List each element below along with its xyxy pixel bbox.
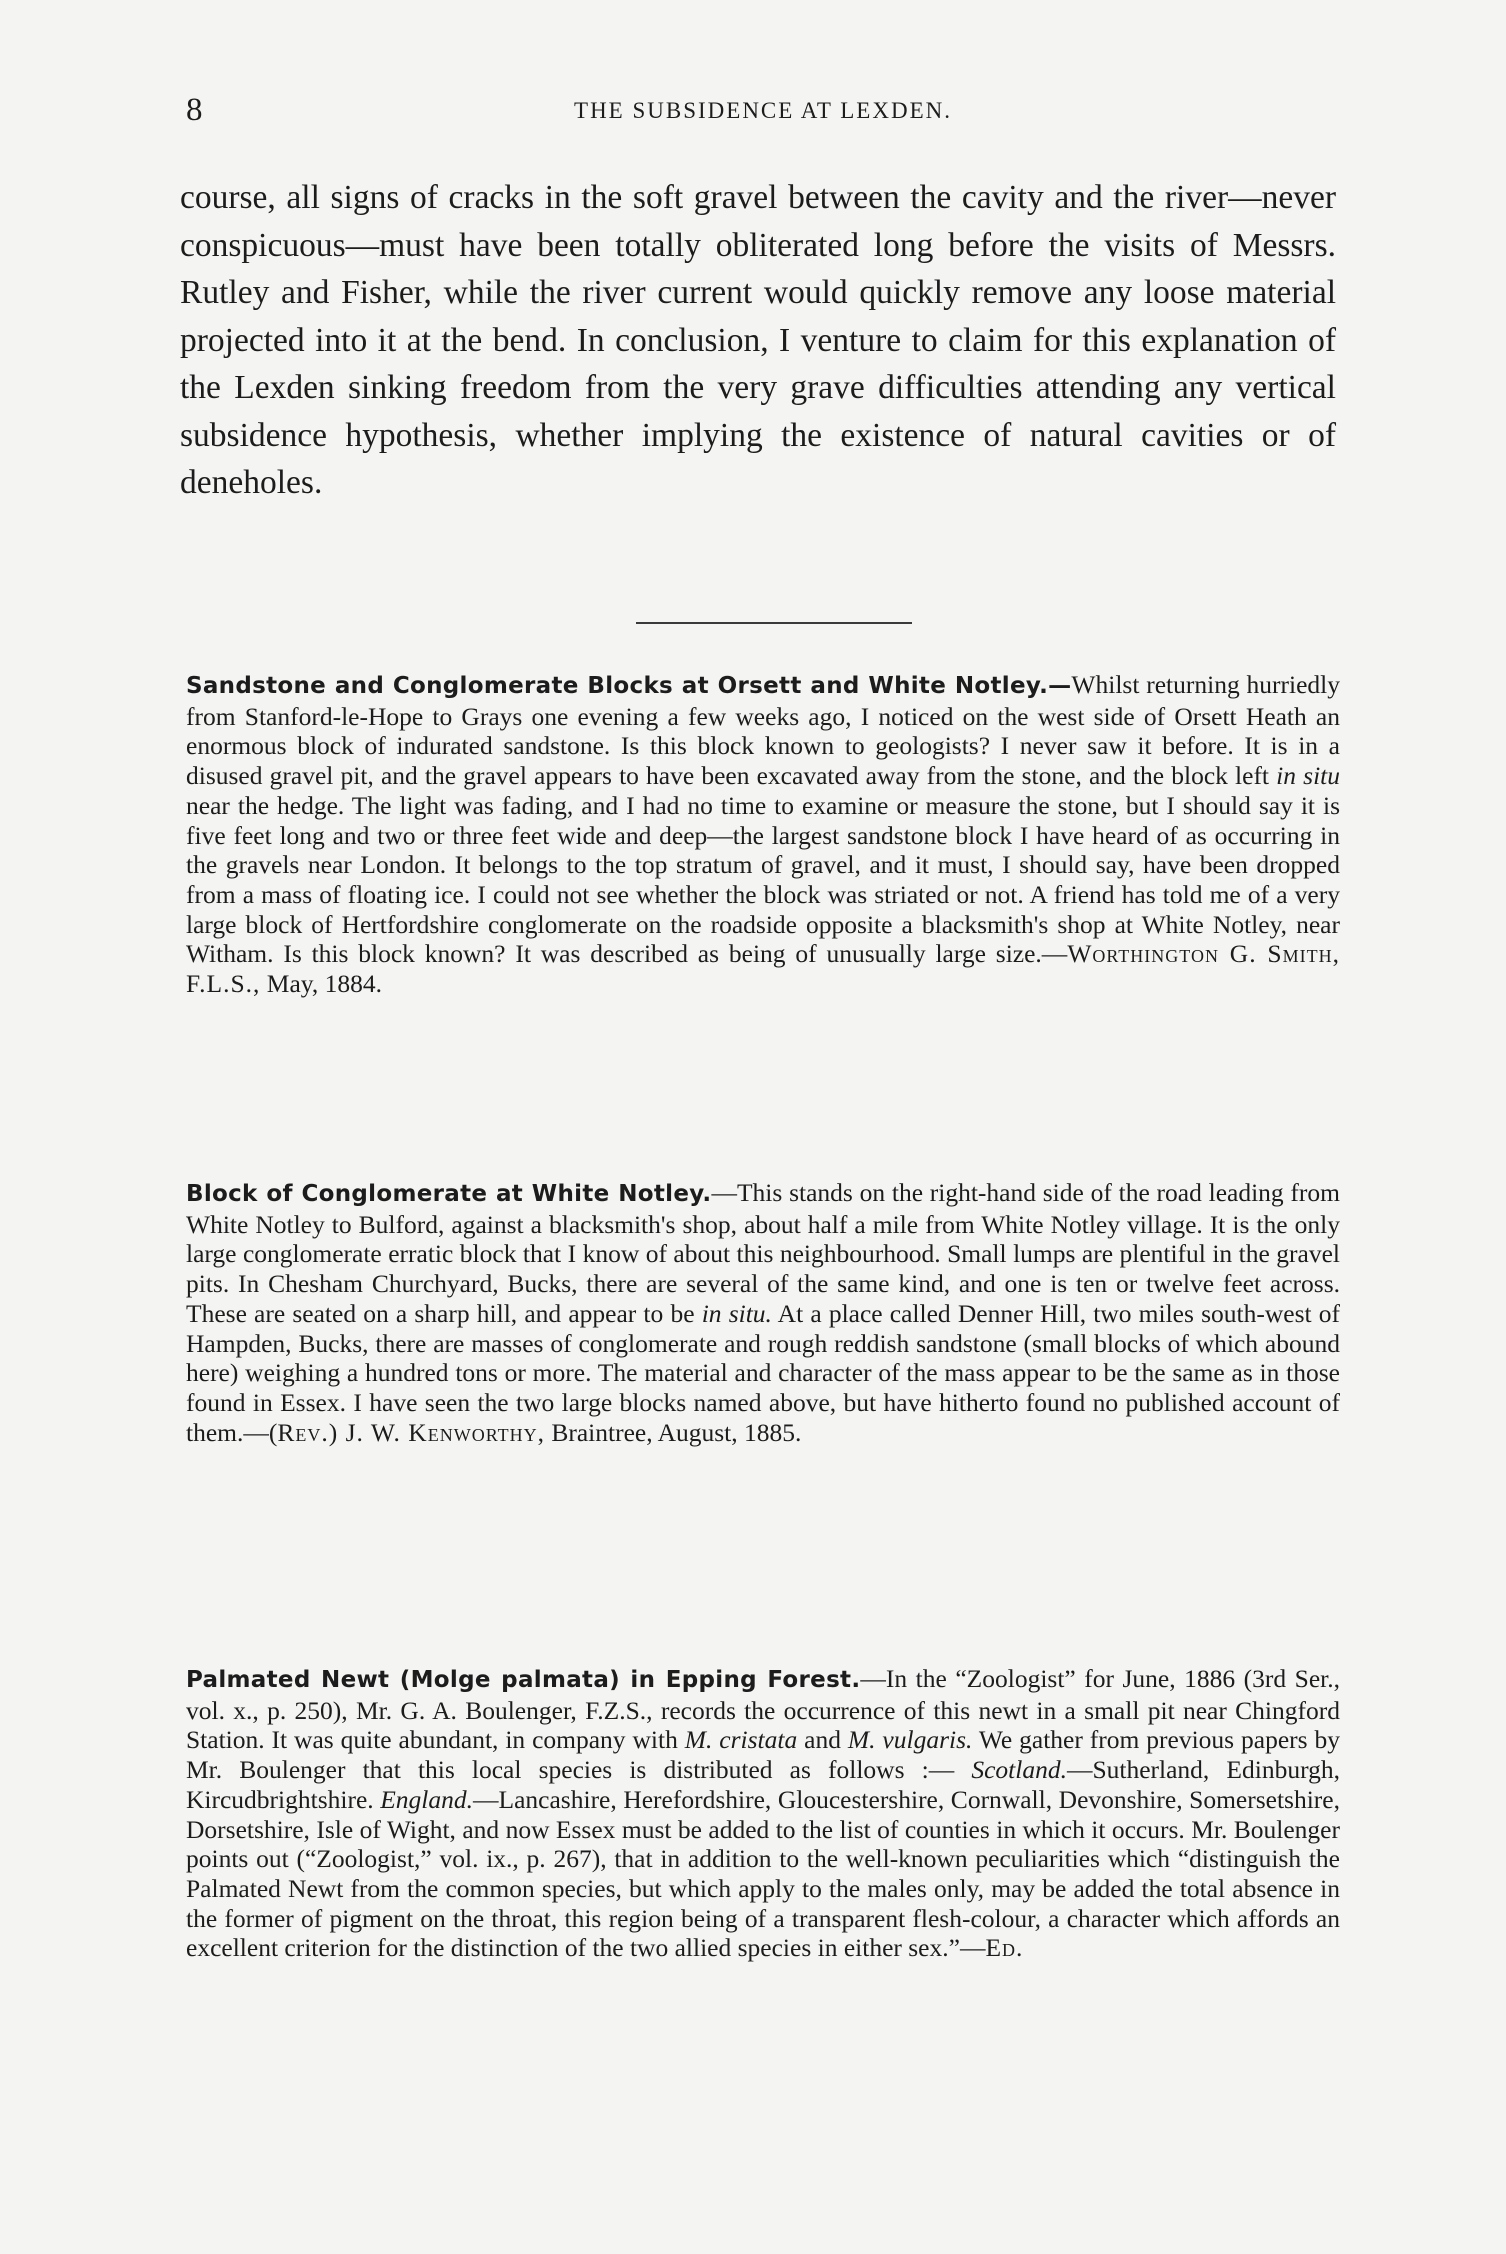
note-text: and [797,1725,848,1755]
section-divider [636,622,912,624]
note-signature: Worthington G. Smith, F.L.S., [186,939,1340,999]
note-text: —In the “Zoologist” for June, 1886 (3rd Ser., vol. x., p. 250), Mr. G. A. Boulenger, F.Z.S., records the occurrence of this newt in a small pit near Chingford Station. It was quite abundant, in company with [186,1664,1341,1755]
lead-paragraph: course, all signs of cracks in the soft gravel between the cavity and the river—never conspicuous—must have been totally obliterated long before the visits of Messrs. Rutley and Fisher, while the river current would quickly remove any loose material projected into it at the bend. In conclusion, I venture to claim for this explanation of the Lexden sinking freedom from the very grave difficulties attending any vertical subsidence hypothesis, whether implying the existence of natural cavities or of deneholes. [180,179,1336,501]
note-text: May, 1884. [260,969,382,999]
note-title: Block of Conglomerate at White Notley. [186,1181,712,1207]
page-number: 8 [186,92,203,128]
note-title: Palmated Newt (Molge palmata) in Epping Forest. [186,1667,861,1693]
note-white-notley-block [186,1178,1340,1447]
note-signature: Rev.) J. W. Kenworthy, [277,1417,545,1447]
note-orsett-blocks [186,670,1340,999]
running-title: THE SUBSIDENCE AT LEXDEN. [574,98,952,123]
note-italic: in situ. [701,1298,772,1328]
page-header [186,92,1340,132]
note-italic: in situ [1276,761,1340,791]
note-italic: England. [380,1784,474,1814]
note-text: —This stands on the right-hand side of the road leading from White Notley to Bulford, against a blacksmith's shop, about half a mile from White Notley village. It is the only large conglomerate erratic block that I know of about this neighbourhood. Small lumps are plentiful in the gravel pits. In Chesham Churchyard, Bucks, there are several of the same kind, and one is ten or twelve feet across. These are seated on a sharp hill, and appear to be [186,1178,1340,1328]
note-text: Whilst returning hurriedly from Stanford-le-Hope to Grays one evening a few weeks ago, I noticed on the west side of Orsett Heath an enormous block of indurated sandstone. Is this block known to geologists? I never saw it before. It is in a disused gravel pit, and the gravel appears to have been excavated away from the stone, and the block left [186,670,1340,791]
note-palmated-newt [186,1664,1340,1963]
note-text: —Sutherland, Edinburgh, Kircudbrightshire. [186,1755,1340,1814]
note-text: At a place called Denner Hill, two miles south-west of Hampden, Bucks, there are masses of conglomerate and rough reddish sandstone (small blocks of which abound here) weighing a hundred tons or more. The material and character of the mass appear to be the same as in those found in Essex. I have seen the two large blocks named above, but have hitherto found no published account of them.—( [186,1298,1340,1447]
note-title: Sandstone and Conglomerate Blocks at Orsett and White Notley.— [186,673,1072,699]
note-text: We gather from previous papers by Mr. Boulenger that this local species is distributed as follows :— [186,1725,1340,1785]
note-text: near the hedge. The light was fading, and I had no time to examine or measure the stone, but I should say it is five feet long and two or three feet wide and deep—the largest sandstone block I have heard of as occurring in the gravels near London. It belongs to the top stratum of gravel, and it must, I should say, have been dropped from a mass of floating ice. I could not see whether the block was striated or not. A friend has told me of a very large block of Hertfordshire conglomerate on the roadside opposite a blacksmith's shop at White Notley, near Witham. Is this block known? It was described as being of unusually large size.— [186,790,1340,969]
note-text: —Lancashire, Herefordshire, Gloucestershire, Cornwall, Devonshire, Somersetshire, Dorsetshire, Isle of Wight, and now Essex must be added to the list of counties in which it occurs. Mr. Boulenger points out (“Zoologist,” vol. ix., p. 267), that in addition to the well-known peculiarities which “distinguish the Palmated Newt from the common species, but which apply to the males only, may be added the total absence in the former of pigment on the throat, this region being of a transparent flesh-colour, a character which affords an excellent criterion for the distinction of the two allied species in either sex.”— [186,1784,1340,1963]
note-text: Braintree, August, 1885. [544,1417,802,1447]
note-italic: M. vulgaris. [847,1725,973,1755]
note-italic: Scotland. [971,1755,1067,1785]
note-signature: Ed. [985,1933,1024,1963]
note-italic: M. cristata [684,1725,798,1755]
